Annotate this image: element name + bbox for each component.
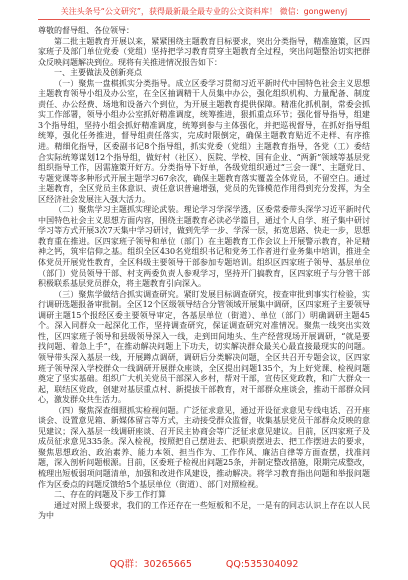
salutation: 尊敬的督导组、各位领导： <box>38 26 134 35</box>
section-heading-2: 二、存在的问题及下步工作打算 <box>54 490 166 500</box>
section-1-paragraph-4: （四）聚焦深查细照抓实检视问题。广泛征求意见，通过开设征求意见专线电话、召开座谈会、设置意见箱、新媒体留言等方式，主动接受群众监督，收集基层党员干部群众反映的意见建议；深入基层一线调研座谈、召开民主协商会等广泛征求意见建议。目前，区四家班子及成员征求意见335条。深入检视，按照把自己摆进去、把职责摆进去、把工作摆进去的要求，聚焦思想政治、政治素养、能力本领、担当作为、工作作风、廉洁自律等方面查摆，找准问题，深入剖析问题根源。目前，区委班子检视出问题25条，并制定整改措施，限期完成整改，梳理出短板弱项问题清单，加强和改进作风建设，推动解决。将学习教育指出问题和举报问题作为区委点的问题反馈给5个基层单位（街道）、部门对照检视。 <box>38 405 370 489</box>
footer-qq: QQ:535304092 <box>225 559 299 570</box>
section-2-paragraph-1: 通过对照上级要求，我们的工作还存在一些短板和不足，一是有的同志认识上存在以人民为中 <box>38 500 370 521</box>
document-body <box>38 26 370 554</box>
intro-paragraph: 第二批主题教育开展以来，紧紧围绕主题教育目标要求，突出分类指导，精准施策，区四家班子及部门单位党委（党组）坚持把学习教育贯穿主题教育全过程，突出问题整治切实把群众反映问题解决到位。现将有关推进情况报告如下： <box>38 36 370 67</box>
section-1-paragraph-1: （一）聚焦一盘棋抓实分类指导。成立区委学习贯彻习近平新时代中国特色社会主义思想主题教育领导小组及办公室，在全区抽调精干人员集中办公，强化组织机构、力量配备、制度责任、办公经费、场地和设备六个到位，为开展主题教育提供保障。精准化抓机制，常委会抓实工作部署，领导小组办公室抓好精准调度，统筹推进，狠抓重点环节；强化督导指导，组建3个指导组，坚持小组会抓好精准调度，统筹到参与主体强化，并把巡视督导，在抓好指导组统筹，强化任务推进，督导组责任落实，完成时限倒定，确保主题教育贴近不走样、有序推进。精细化指导，区委副书记8个指导组，抓实党委（党组）主题教育指导，各党（工）委结合实际统筹谋划12个指导组，做好村（社区）、医院、学校、国有企业、“两新”领域等基层党组织指导工作，因需施策开好方。分类指导下好单，各级党组织通过“三会一课”、主题党日、专题党课等多种形式开展主题学习67余次，确保主题教育落实覆盖全体党员，不留空白。通过主题教育，全区党员主体意识、责任意识普遍增强，党员的先锋模范作用得到充分发挥，为全区经济社会发展注入强大活力。 <box>38 78 370 204</box>
header-banner: 关注头条号“公文研究”，获得最新最全最专业的公文资料库！ 微信：gongwenyj <box>38 6 370 20</box>
footer-qq-group: QQ群：30265665 <box>109 559 192 570</box>
section-1-paragraph-2: （二）聚焦学习主题抓实理论武装。理论学习学深学透，区委常委带头深学习近平新时代中国特色社会主义思想方面内容，围绕主题教育必读必学篇目，通过个人自学、班子集中研讨学习等方式开展3次7天集中学习研讨，做到先学一步、学深一层，拓宽思路、快走一步，思想教育重在推进。区四家班子领导和单位（部门）在主题教育工作会议上开展警示教育，补足精神之钙，筑牢信仰之基。组织全区430名党组织书记和党务工作者进行业务集中培训，推进全体党员开展党性教育，全区科级主要领导干部参加专题培训。组织区四家班子领导、基层单位（部门）党员领导干部、村支两委负责人参观学习，坚持开门搞教育，区四家班子与分管干部积极联系基层党员群众，将主题教育引向深入。 <box>38 205 370 289</box>
section-1-paragraph-3: （三）聚焦学做结合抓实调查研究。紧盯发展目标调查研究，按查审批到事实行检验，实行调研选题报备审批制。全区12个区级领导结合分管领域开展集中调研，区四家班子主要领导调研主题15个报经区委主要领导审定，各基层单位（街道）、单位（部门）明确调研主题45个。深入同群众一起深化工作，坚持调查研究，保证调查研究对准情况。聚焦一线突出实效性，区四家班子领导和县级领导深入一线，走到田间地头、生产经营现场开展调研，“就是要找问题、着急上手”，在推动解决问题上下功夫，切实解决群众最关心最直接最现实的问题。领导带头深入基层一线，开展蹲点调研，调研后分类解决问题，全区共召开专题会议，区四家班子领导深入学校群众一线调研开展群众座谈，全区提出问题135个，为上好党课、检视问题奠定了坚实基础。组织广大机关党员干部深入乡村，帮对干部，宣传区党政教，和广大群众一起，联结区党政，创建对基层重点村、新提拔干部教育，对干部群众座谈会，推动干部群众同心，激发群众共生活力。 <box>38 289 370 405</box>
section-heading-1: 一、主要做法及创新亮点 <box>54 68 142 78</box>
footer-contact <box>0 558 408 572</box>
